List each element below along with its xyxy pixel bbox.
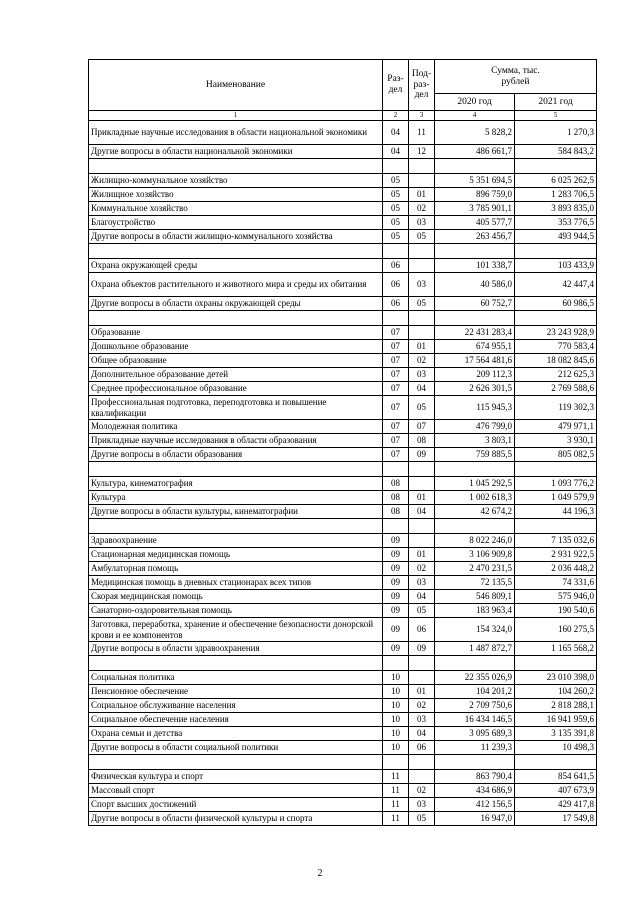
row-section: 10: [383, 699, 409, 713]
row-name: Массовый спорт: [89, 784, 383, 798]
spacer-cell: [89, 656, 383, 671]
table-row: [89, 273, 597, 297]
row-amount-2020: 209 112,3: [435, 368, 515, 382]
row-subsection: 05: [409, 396, 435, 420]
row-name: Охрана объектов растительного и животного мира и среды их обитания: [89, 273, 383, 297]
row-amount-2021: 60 986,5: [515, 297, 597, 311]
row-amount-2020: 2 709 750,6: [435, 699, 515, 713]
row-subsection: 04: [409, 590, 435, 604]
section-total-row: [89, 770, 597, 784]
row-section: 10: [383, 671, 409, 685]
budget-table: [88, 59, 597, 826]
table-row: [89, 812, 597, 826]
row-name: Заготовка, переработка, хранение и обеспечение безопасности донорской крови и ее компонентов: [89, 618, 383, 642]
row-amount-2020: 412 156,5: [435, 798, 515, 812]
table-row: [89, 798, 597, 812]
row-subsection: 03: [409, 216, 435, 230]
row-amount-2021: 1 283 706,5: [515, 188, 597, 202]
row-subsection: 01: [409, 188, 435, 202]
spacer-row: [89, 159, 597, 174]
table-row: [89, 382, 597, 396]
table-row: [89, 562, 597, 576]
row-amount-2021: 3 930,1: [515, 434, 597, 448]
row-amount-2020: 115 945,3: [435, 396, 515, 420]
row-amount-2021: 805 082,5: [515, 448, 597, 462]
row-name: Другие вопросы в области охраны окружающей среды: [89, 297, 383, 311]
row-amount-2021: 44 196,3: [515, 505, 597, 519]
row-amount-2020: 154 324,0: [435, 618, 515, 642]
row-section: 11: [383, 798, 409, 812]
row-subsection: 01: [409, 685, 435, 699]
table-row: [89, 448, 597, 462]
row-name: Культура, кинематография: [89, 477, 383, 491]
row-amount-2021: 17 549,8: [515, 812, 597, 826]
col-number-5: 5: [515, 111, 597, 121]
row-name: Молодежная политика: [89, 420, 383, 434]
section-total-row: [89, 477, 597, 491]
row-amount-2021: 3 893 835,0: [515, 202, 597, 216]
row-subsection: 06: [409, 741, 435, 755]
row-name: Общее образование: [89, 354, 383, 368]
row-section: 11: [383, 770, 409, 784]
row-amount-2020: 434 686,9: [435, 784, 515, 798]
table-row: [89, 396, 597, 420]
row-subsection: 02: [409, 562, 435, 576]
row-subsection: 09: [409, 642, 435, 656]
row-section: 10: [383, 685, 409, 699]
row-amount-2021: 23 010 398,0: [515, 671, 597, 685]
spacer-cell: [515, 519, 597, 534]
row-name: Образование: [89, 326, 383, 340]
row-name: Дошкольное образование: [89, 340, 383, 354]
row-subsection: 02: [409, 699, 435, 713]
row-subsection: [409, 477, 435, 491]
table-row: [89, 713, 597, 727]
table-row: [89, 618, 597, 642]
row-section: 07: [383, 434, 409, 448]
row-amount-2021: 6 025 262,5: [515, 174, 597, 188]
row-amount-2021: 2 931 922,5: [515, 548, 597, 562]
row-name: Скорая медицинская помощь: [89, 590, 383, 604]
spacer-cell: [435, 755, 515, 770]
row-amount-2020: 8 022 246,0: [435, 534, 515, 548]
row-section: 11: [383, 784, 409, 798]
row-section: 07: [383, 382, 409, 396]
row-name: Прикладные научные исследования в области национальной экономики: [89, 121, 383, 145]
row-subsection: [409, 770, 435, 784]
header-name: Наименование: [89, 60, 383, 111]
row-subsection: 05: [409, 297, 435, 311]
row-section: 05: [383, 230, 409, 244]
row-name: Другие вопросы в области социальной политики: [89, 741, 383, 755]
row-amount-2020: 759 885,5: [435, 448, 515, 462]
table-row: [89, 685, 597, 699]
row-name: Другие вопросы в области физической культуры и спорта: [89, 812, 383, 826]
row-amount-2020: 1 045 292,5: [435, 477, 515, 491]
row-amount-2020: 22 355 026,9: [435, 671, 515, 685]
spacer-cell: [89, 159, 383, 174]
row-section: 07: [383, 448, 409, 462]
table-row: [89, 145, 597, 159]
row-name: Жилищное хозяйство: [89, 188, 383, 202]
table-row: [89, 368, 597, 382]
row-section: 08: [383, 491, 409, 505]
row-section: 10: [383, 713, 409, 727]
spacer-cell: [409, 311, 435, 326]
row-section: 08: [383, 505, 409, 519]
row-amount-2021: 190 540,6: [515, 604, 597, 618]
row-subsection: 05: [409, 604, 435, 618]
row-name: Санаторно-оздоровительная помощь: [89, 604, 383, 618]
spacer-cell: [435, 311, 515, 326]
spacer-cell: [409, 244, 435, 259]
row-subsection: 12: [409, 145, 435, 159]
row-subsection: [409, 534, 435, 548]
row-section: 11: [383, 812, 409, 826]
row-amount-2021: 103 433,9: [515, 259, 597, 273]
row-amount-2020: 896 759,0: [435, 188, 515, 202]
row-subsection: [409, 174, 435, 188]
spacer-cell: [435, 519, 515, 534]
row-section: 09: [383, 548, 409, 562]
row-subsection: 05: [409, 230, 435, 244]
section-total-row: [89, 326, 597, 340]
row-subsection: 03: [409, 576, 435, 590]
row-amount-2021: 2 818 288,1: [515, 699, 597, 713]
row-amount-2020: 11 239,3: [435, 741, 515, 755]
row-amount-2021: 2 769 588,6: [515, 382, 597, 396]
row-amount-2020: 16 434 146,5: [435, 713, 515, 727]
row-section: 09: [383, 590, 409, 604]
row-amount-2021: 770 583,4: [515, 340, 597, 354]
row-name: Дополнительное образование детей: [89, 368, 383, 382]
row-amount-2021: 212 625,3: [515, 368, 597, 382]
row-name: Медицинская помощь в дневных стационарах всех типов: [89, 576, 383, 590]
row-amount-2021: 119 302,3: [515, 396, 597, 420]
row-name: Другие вопросы в области здравоохранения: [89, 642, 383, 656]
row-section: 09: [383, 642, 409, 656]
row-name: Здравоохранение: [89, 534, 383, 548]
spacer-cell: [409, 462, 435, 477]
row-subsection: 01: [409, 548, 435, 562]
row-name: Амбулаторная помощь: [89, 562, 383, 576]
row-amount-2021: 3 135 391,8: [515, 727, 597, 741]
row-amount-2020: 863 790,4: [435, 770, 515, 784]
row-section: 06: [383, 297, 409, 311]
spacer-cell: [89, 311, 383, 326]
spacer-cell: [515, 244, 597, 259]
spacer-cell: [383, 656, 409, 671]
spacer-cell: [383, 755, 409, 770]
row-amount-2020: 42 674,2: [435, 505, 515, 519]
row-amount-2020: 2 470 231,5: [435, 562, 515, 576]
spacer-cell: [383, 519, 409, 534]
spacer-cell: [435, 159, 515, 174]
spacer-row: [89, 656, 597, 671]
row-amount-2021: 160 275,5: [515, 618, 597, 642]
row-amount-2020: 3 106 909,8: [435, 548, 515, 562]
row-amount-2020: 40 586,0: [435, 273, 515, 297]
row-section: 04: [383, 121, 409, 145]
row-subsection: 02: [409, 784, 435, 798]
row-name: Пенсионное обеспечение: [89, 685, 383, 699]
table-row: [89, 491, 597, 505]
row-amount-2020: 22 431 283,4: [435, 326, 515, 340]
row-subsection: 03: [409, 273, 435, 297]
row-name: Социальное обслуживание населения: [89, 699, 383, 713]
table-row: [89, 420, 597, 434]
table-body: [89, 121, 597, 826]
row-name: Благоустройство: [89, 216, 383, 230]
row-name: Прикладные научные исследования в области образования: [89, 434, 383, 448]
table-row: [89, 727, 597, 741]
row-section: 09: [383, 618, 409, 642]
row-section: 07: [383, 354, 409, 368]
col-number-3: 3: [409, 111, 435, 121]
table-row: [89, 741, 597, 755]
section-total-row: [89, 671, 597, 685]
row-subsection: 04: [409, 382, 435, 396]
row-section: 05: [383, 188, 409, 202]
row-amount-2021: 2 036 448,2: [515, 562, 597, 576]
row-amount-2021: 23 243 928,9: [515, 326, 597, 340]
row-subsection: 07: [409, 420, 435, 434]
row-name: Среднее профессиональное образование: [89, 382, 383, 396]
row-subsection: [409, 326, 435, 340]
spacer-cell: [409, 519, 435, 534]
row-subsection: 11: [409, 121, 435, 145]
row-section: 04: [383, 145, 409, 159]
spacer-cell: [515, 311, 597, 326]
row-subsection: 03: [409, 713, 435, 727]
row-name: Физическая культура и спорт: [89, 770, 383, 784]
spacer-row: [89, 462, 597, 477]
row-section: 05: [383, 202, 409, 216]
row-section: 05: [383, 174, 409, 188]
row-amount-2021: 74 331,6: [515, 576, 597, 590]
row-name: Другие вопросы в области образования: [89, 448, 383, 462]
row-section: 09: [383, 534, 409, 548]
row-section: 07: [383, 340, 409, 354]
table-row: [89, 784, 597, 798]
row-name: Другие вопросы в области национальной экономики: [89, 145, 383, 159]
row-name: Охрана семьи и детства: [89, 727, 383, 741]
header-year-2021: 2021 год: [515, 94, 597, 111]
spacer-row: [89, 311, 597, 326]
row-amount-2021: 18 082 845,6: [515, 354, 597, 368]
spacer-row: [89, 244, 597, 259]
section-total-row: [89, 174, 597, 188]
row-amount-2021: 42 447,4: [515, 273, 597, 297]
row-name: Спорт высших достижений: [89, 798, 383, 812]
table-row: [89, 604, 597, 618]
row-section: 07: [383, 326, 409, 340]
col-number-1: 1: [89, 111, 383, 121]
row-amount-2020: 3 095 689,3: [435, 727, 515, 741]
spacer-cell: [515, 656, 597, 671]
row-amount-2020: 3 785 901,1: [435, 202, 515, 216]
row-amount-2020: 2 626 301,5: [435, 382, 515, 396]
row-amount-2020: 674 955,1: [435, 340, 515, 354]
row-name: Жилищно-коммунальное хозяйство: [89, 174, 383, 188]
row-amount-2020: 17 564 481,6: [435, 354, 515, 368]
row-amount-2021: 104 260,2: [515, 685, 597, 699]
row-name: Социальная политика: [89, 671, 383, 685]
row-amount-2021: 429 417,8: [515, 798, 597, 812]
row-subsection: 08: [409, 434, 435, 448]
row-amount-2020: 104 201,2: [435, 685, 515, 699]
spacer-cell: [89, 244, 383, 259]
spacer-cell: [383, 159, 409, 174]
table-row: [89, 188, 597, 202]
row-section: 07: [383, 420, 409, 434]
spacer-cell: [89, 755, 383, 770]
row-amount-2020: 486 661,7: [435, 145, 515, 159]
row-subsection: 01: [409, 491, 435, 505]
table-row: [89, 202, 597, 216]
row-amount-2020: 101 338,7: [435, 259, 515, 273]
spacer-cell: [409, 755, 435, 770]
section-total-row: [89, 259, 597, 273]
spacer-cell: [435, 244, 515, 259]
table-row: [89, 505, 597, 519]
spacer-cell: [409, 159, 435, 174]
table-row: [89, 576, 597, 590]
header-amount: [435, 60, 597, 94]
row-amount-2021: 575 946,0: [515, 590, 597, 604]
row-subsection: 03: [409, 798, 435, 812]
table-row: [89, 548, 597, 562]
row-amount-2020: 16 947,0: [435, 812, 515, 826]
table-row: [89, 354, 597, 368]
spacer-cell: [89, 519, 383, 534]
header-amount-label: Сумма, тыс. рублей: [491, 65, 540, 87]
spacer-cell: [515, 755, 597, 770]
row-amount-2020: 476 799,0: [435, 420, 515, 434]
row-section: 05: [383, 216, 409, 230]
table-row: [89, 340, 597, 354]
row-name: Другие вопросы в области жилищно-коммунального хозяйства: [89, 230, 383, 244]
row-amount-2021: 1 165 568,2: [515, 642, 597, 656]
table-row: [89, 699, 597, 713]
row-amount-2020: 1 002 618,3: [435, 491, 515, 505]
row-subsection: 02: [409, 202, 435, 216]
row-amount-2020: 263 456,7: [435, 230, 515, 244]
row-amount-2021: 7 135 032,6: [515, 534, 597, 548]
spacer-cell: [409, 656, 435, 671]
row-subsection: 04: [409, 505, 435, 519]
col-number-4: 4: [435, 111, 515, 121]
table-row: [89, 230, 597, 244]
row-amount-2020: 3 803,1: [435, 434, 515, 448]
row-amount-2020: 5 351 694,5: [435, 174, 515, 188]
row-amount-2020: 60 752,7: [435, 297, 515, 311]
row-section: 06: [383, 259, 409, 273]
header-section: Раз- дел: [383, 60, 409, 111]
row-subsection: 01: [409, 340, 435, 354]
row-amount-2020: 183 963,4: [435, 604, 515, 618]
row-amount-2021: 407 673,9: [515, 784, 597, 798]
spacer-cell: [435, 656, 515, 671]
row-amount-2021: 16 941 959,6: [515, 713, 597, 727]
row-name: Культура: [89, 491, 383, 505]
row-subsection: 03: [409, 368, 435, 382]
row-name: Коммунальное хозяйство: [89, 202, 383, 216]
row-amount-2020: 5 828,2: [435, 121, 515, 145]
row-section: 09: [383, 576, 409, 590]
row-section: 08: [383, 477, 409, 491]
row-section: 07: [383, 396, 409, 420]
row-amount-2021: 479 971,1: [515, 420, 597, 434]
table-row: [89, 297, 597, 311]
spacer-cell: [89, 462, 383, 477]
row-name: Социальное обеспечение населения: [89, 713, 383, 727]
row-subsection: [409, 671, 435, 685]
page-number: 2: [317, 868, 323, 879]
row-amount-2021: 493 944,5: [515, 230, 597, 244]
row-section: 07: [383, 368, 409, 382]
spacer-cell: [515, 462, 597, 477]
table-header: [89, 60, 597, 121]
row-amount-2020: 405 577,7: [435, 216, 515, 230]
col-number-2: 2: [383, 111, 409, 121]
spacer-row: [89, 755, 597, 770]
header-subsection: Под- раз- дел: [409, 60, 435, 111]
row-amount-2020: 546 809,1: [435, 590, 515, 604]
table-row: [89, 434, 597, 448]
row-amount-2021: 1 049 579,9: [515, 491, 597, 505]
spacer-cell: [383, 244, 409, 259]
row-amount-2021: 353 776,5: [515, 216, 597, 230]
table-row: [89, 216, 597, 230]
row-amount-2020: 72 135,5: [435, 576, 515, 590]
table-row: [89, 642, 597, 656]
row-section: 10: [383, 741, 409, 755]
row-subsection: 04: [409, 727, 435, 741]
header-year-2020: 2020 год: [435, 94, 515, 111]
table-row: [89, 121, 597, 145]
spacer-cell: [383, 311, 409, 326]
row-amount-2021: 1 270,3: [515, 121, 597, 145]
row-amount-2021: 584 843,2: [515, 145, 597, 159]
row-subsection: 05: [409, 812, 435, 826]
row-amount-2021: 854 641,5: [515, 770, 597, 784]
row-name: Профессиональная подготовка, переподготовка и повышение квалификации: [89, 396, 383, 420]
row-section: 10: [383, 727, 409, 741]
row-subsection: 06: [409, 618, 435, 642]
row-amount-2021: 10 498,3: [515, 741, 597, 755]
spacer-cell: [435, 462, 515, 477]
row-section: 09: [383, 562, 409, 576]
row-name: Охрана окружающей среды: [89, 259, 383, 273]
section-total-row: [89, 534, 597, 548]
row-amount-2020: 1 487 872,7: [435, 642, 515, 656]
row-subsection: [409, 259, 435, 273]
row-section: 09: [383, 604, 409, 618]
row-section: 06: [383, 273, 409, 297]
row-name: Стационарная медицинская помощь: [89, 548, 383, 562]
table-row: [89, 590, 597, 604]
row-subsection: 02: [409, 354, 435, 368]
row-name: Другие вопросы в области культуры, кинематографии: [89, 505, 383, 519]
spacer-cell: [383, 462, 409, 477]
spacer-cell: [515, 159, 597, 174]
spacer-row: [89, 519, 597, 534]
row-amount-2021: 1 093 776,2: [515, 477, 597, 491]
row-subsection: 09: [409, 448, 435, 462]
